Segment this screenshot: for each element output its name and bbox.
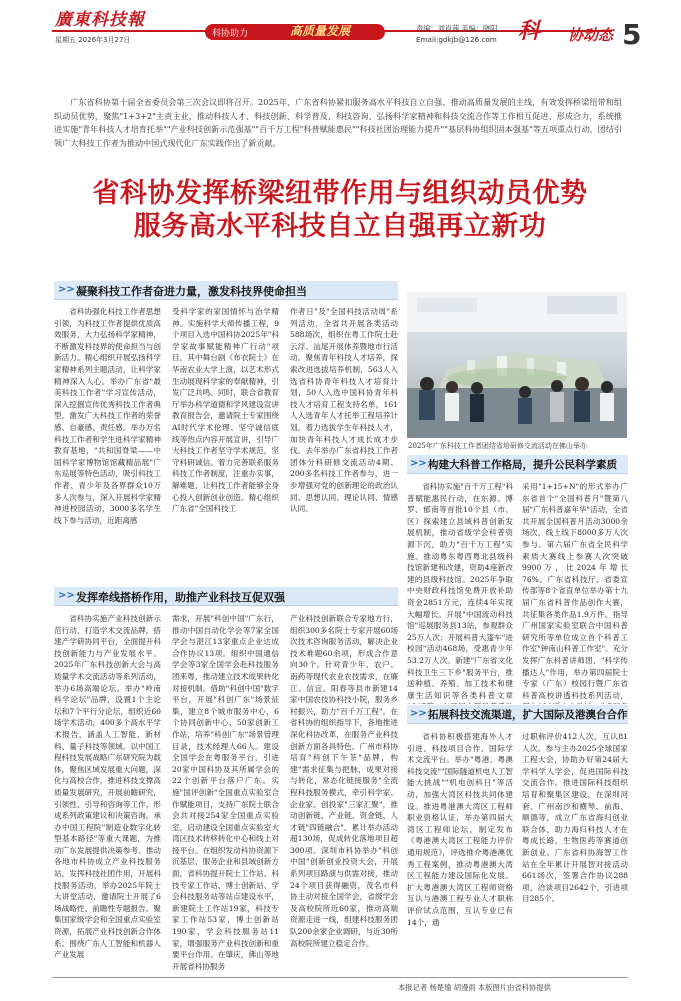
contact-email[interactable]: Email:gdkjb@126.com	[416, 35, 497, 44]
newspaper-logo: 廣東科技報	[55, 10, 145, 30]
footer-credit: 本报记者 杨楚瑜 胡漫雨 本版图片由省科协提供	[398, 983, 551, 992]
photo-caption: 2025年广东科技工作者团结省培研修交流活动在佛山举办	[408, 442, 587, 450]
article-column: 省科协实施产业科技创新示范行动，打造学术交流品牌，搭建产学研协同平台，全面提升科技创新能力与产业发展水平。2025年广东科技创新大会与高质量学术交流活动等系列活动，举办6场高端论坛。举办"岭南科学论坛"品牌，设置1个主论坛和7个平行分论坛，组织近60场学术活动，400多个高水平学术报告，涵盖人工智能、新材料、量子科技等领域。以中国工程科技发展战略广东研究院为载体，聚焦区域发展重大问题，深化与高校合作，推进科技支撑高质量发展研究，开展前瞻研究，引领性、引导和咨询等工作，形成系列政策建议和决策咨询。承办中国工程院"制造业数字化转型基本路径"等重大课题，为推动广东发展提供决策参考。推动各地市科协成立产业科技服务站，发挥科技社团作用，开展科技服务活动，举办2025年院士大讲堂活动，邀请院士开展了6场战略性、前瞻性专题报告。聚集国家级学会和全国重点实验室资源，拓展产业科技创新合作体系。围绕广东人工智能和机器人产业发展	[54, 614, 161, 960]
headline-line-2: 服务高水平科技自立自强再立新功	[133, 211, 547, 242]
section-title-a: 科	[518, 18, 541, 44]
chevron-right-icon: >>	[58, 590, 75, 601]
article-column: 省科协实施"百千万工程"科普赋能惠民行动，在东源、博罗、郁南等首批10个县（市、区）探索建立县域科普创新发展机制，推动省级学会科普资源下沉，助力"百千万工程"实施。推动粤东粤西粤北县级科技馆新建和改建，资助4座新改建的县级科技馆。2025年争取中央财政科技馆免费开放补助资金2851万元，连续4年实现大幅增长。开展"中国流动科技馆"巡展服务县13站，参观群众25万人次；开展科普大篷车"进校园"活动468场，受惠青少年53.2万人次。新建"广东省文化科技卫生三下乡"服务平台，推送种植、养殖、加工技术和健康生活知识等各类科普文章	[407, 482, 513, 700]
lead-paragraph: 广东省科协第十届全省委员会第三次会议即将召开。2025年，广东省科协紧扣服务高水平科技自立自强、推动高质量发展的主线，有效发挥桥梁纽带和组织动员优势，聚焦"1+3+2"主责主业，推动科技人才、科技创新、科学普及、科技咨询、弘扬科学家精神和科技交流合作等工作相互促进、形成合力，系统推进实施"青年科技人才培育托举""产业科技创新示范强基""百千万工程"科普赋能惠民""科技社团治理能力提升""基层科协组织固本强基"等五项重点行动，团结引领广大科技工作者为推动中国式现代化广东实践作出了新贡献。	[54, 97, 622, 148]
article-column: 产业科技创新联合专家地方行，组织300多名院士专家开展60场次技术咨询服务活动，解决企业技术难题60余项，形成合作意向30个。针对青少年、农户、南药等现代农业农技需求，在廉江、信宜、阳春等县市新建14家中国农技协科技小院，服务乡村振兴，助力"百千万工程"。在省科协的组织指导下，各地推进深化科协改革，在服务产业科技创新方面各具特色。广州市科协培育"科创下午茶"品牌，构建"需求征集与把脉，成果对接与转化，常态化链接服务"全流程科技服务模式，牵引科学家、企业家、创投家"三家汇聚"，推动创新链、产业链、资金链、人才链"四链融合"。累计举办活动超130场，促成转化落地项目超300项。深圳市科协举办"科创中国"创新创业投资大会，开展系列项目路演与供需对接，推动24个项目获得融资，茂名市科协主动对接全国学会，省级学会及高校院所近60家，推动高端资源走进一线，组建科技服务团队200余家企业调研，与近30所高校院所建立稳定合作。	[290, 614, 398, 948]
editors-credit: 责编：刘肖茜 美编：晓阳	[416, 24, 498, 33]
chevron-right-icon: >>	[410, 708, 427, 719]
page-number: 5	[622, 18, 642, 51]
section-title-science-popularization: 构建大科普工作格局，提升公民科学素质	[428, 459, 617, 471]
article-column: 省科协积极搭建海外人才引进、科技项目合作、国际学术交流平台。举办"粤港、粤澳科技交流""国际隧道机电人工智能大挑战""机电创科日"等活动，加强大湾区科技共同体建设。推进粤港澳大湾区工程师职业资格认证，举办第四届大湾区工程师论坛，制定发布《粤港澳大湾区工程能力评价通用规范》，评选推介粤港澳优秀工程案例，推动粤港澳大湾区工程能力建设国际化发展。扩大粤港澳大湾区工程师资格互认与港澳工程专业人才职称评价试点范围，互认专业已有14个，通	[407, 732, 513, 927]
article-column: 需求，开展"科创中国"广东行，推动中国自动化学会等7家全国学会与湛江13家重点企业达成合作协议13项。组织中国通信学会等3家全国学会赴科技服务团来粤，推动建立技术成果转化对接机制。借助"科创中国"数字平台，开展"科创广东"场景征集，建立8个城市服务中心，6个协同创新中心、50家创新工作站，培养"科创广东"场景管理目录，技术经理人66人。建设全国学会在粤服务平台，引进20家中国科协及其所属学会的22个创新平台落户广东。实施"国评创新"全国重点实验室合作赋能项目，支持广东院士联合会共对接254家全国重点实验室，启动建设全国重点实验室大湾区技术转移转化中心和线上对接平台。在组织发动科协资源下沉基层、服务企业和县域创新方面，省科协提升院士工作站、科技专家工作站、博士创新站、学会科技服务站等站点建设水平，新建院士工作站19家，科技专家工作站53家，博士创新站190家，学会科技服务站11家，增强服务产业科技创新和重要平台作用。在肇庆，佛山等地开展省科协服务	[172, 614, 279, 971]
article-column: 采用"1+15+N"的形式举办广东省首个"全国科普月"暨第八届"广东科普嘉年华"活动，全省共开展全国科普月活动3000余场次，线上线下8000多万人次参与。第六届广东省全民科学素质大赛线上参赛人次突破9900万，比2024年增长76%。广东省科技厅、省委宣传部等8个省直单位举办第十九届广东省科普作品创作大赛，共征集各类作品1.9万件。指导广州国家实验室联合中国科普研究所等单位成立首个科普工作室"钟南山科普工作室"。充分发挥广东科普讲师团、"科学传播达人"作用，举办第四届院士专家（广东）校园行暨广东省科普高校讲透科技系列活动，	[522, 482, 628, 700]
chevron-right-icon: >>	[410, 458, 427, 469]
chevron-right-icon: >>	[58, 284, 75, 295]
section-title-international: 拓展科技交流渠道，扩大国际及港澳台合作	[428, 709, 628, 721]
supplement-label: 科协助力	[212, 29, 249, 39]
article-column: 作者日"及"全国科技活动周"系列活动，全省共开展各类活动588场次，组织在粤工作院士赴云浮、汕尾开展体养暨地市行活动。聚焦青年科技人才培养，探索改进选拔培养机制，563人入选省科协青年科技人才培育计划，50人入选中国科协青年科技人才培育工程支持名单，161人入选青年人才托举工程培养计划。着力选拔学生年科技人才，加快青年科技人才成长成才步伐。去年举办广东省科技工作者团体分科研修交流活动4期、200多名科技工作者参与，进一步增强对党的创新理论的政治认同、思想认同、理论认同、情感认同。	[290, 307, 398, 514]
headline-line-1: 省科协发挥桥梁纽带作用与组织动员优势	[92, 178, 588, 209]
supplement-slogan: 高质量发展	[290, 24, 351, 38]
section-title-industry: 发挥牵线搭桥作用，助推产业科技互促双强	[76, 591, 285, 604]
article-column: 过职称评价412人次，互认81人次。参与主办2025全球国家工程大会，协助办好第24届大学科学人学会，促进国际科技交流合作。推进国际科技组织培育和聚集区建设，在深圳河套、广州南沙和横琴、前海、顺德等，成立广东省海归创业联合体，助力海归科技人才在粤成长路，生物医药等赛道创新创业。广东省科协海智工作站在全年累计开展智对接活动661场次，签署合作协议288项，洽谈项目2642个，引进项目285个。	[522, 732, 628, 904]
article-column: 省科协强化科技工作者思想引领，为科技工作者提供优质高效服务，大力弘扬科学家精神，不断激发科技界的使命担当与创新活力。精心组织开展弘扬科学家精神系列主题活动，让科学家精神深入人心。举办广东省"最美科技工作者"学习宣传活动，深入挖掘宣传优秀科技工作者典型，激发广大科技工作者的荣誉感、自豪感、责任感。举办万名科技工作者和学生进科学家精神教育基地，"共和国脊梁——中国科学家博物馆馆藏精品展"广东巡展等特色活动，吸引科技工作者、青少年及各界群众10万多人次参与，深入开展科学家精神进校园活动，3000多名学生线下参与活动，近距离感	[54, 307, 161, 525]
issue-date: 星期五 2026年3月27日	[55, 36, 131, 44]
section-title-b: 协动态	[568, 26, 614, 44]
exhibition-scene-image	[407, 292, 627, 438]
footer-rule	[52, 977, 628, 978]
event-photo	[407, 292, 627, 438]
article-column: 受科学家的家国情怀与治学精神。实施科学大师传播工程，9个项目入选中国科协2025年"科学家故事赋能精神广行动"项目，其中舞台剧《布衣院士》在华南农业大学上演，以艺术形式生动展现科学家的奉献精神，引发广泛共鸣。同时，联合省教育厅举办科学道德和学风建设宣讲教育报告会，邀请院士专家围绕AI时代学术伦理、坚守诚信底线等热点内容开展宣讲，引导广大科技工作者坚守学术规范，坚守科研诚信。着力完善联系服务科技工作者制度，注重办实事，解难题，让科技工作者能够全身心投入创新创业创造。精心组织广东省"全国科技工	[172, 307, 279, 514]
section-title-talent: 凝聚科技工作者奋进力量，激发科技界使命担当	[76, 285, 307, 298]
